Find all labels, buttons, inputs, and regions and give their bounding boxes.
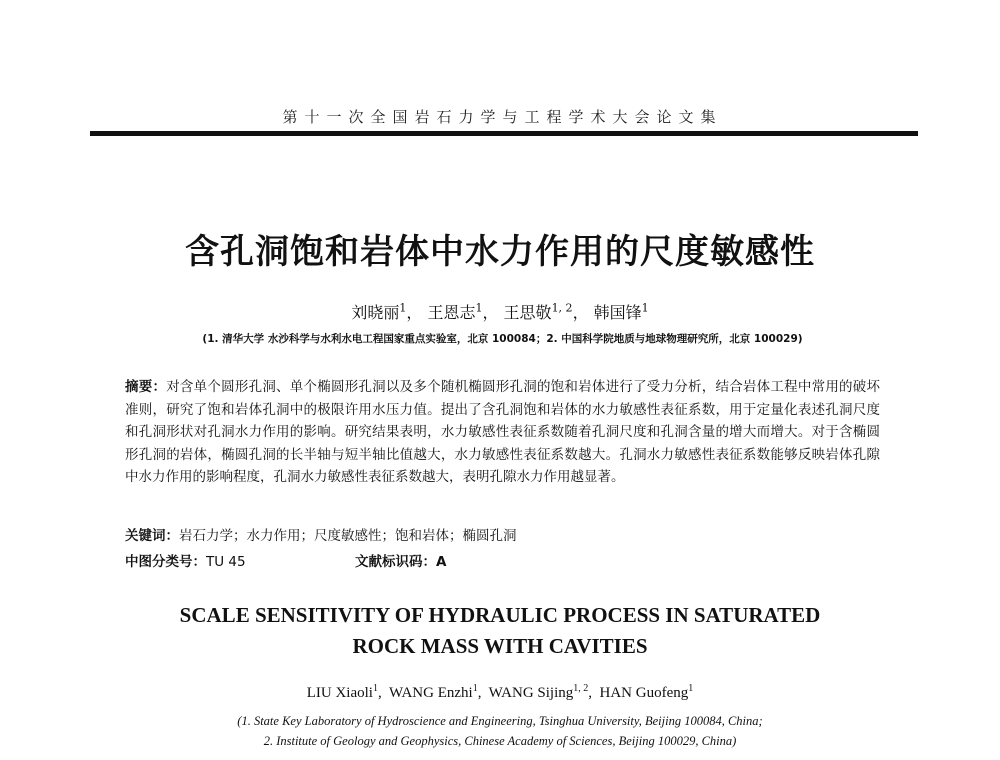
classification [125,550,880,570]
author-sup: 1, 2 [551,301,573,315]
running-head: 第十一次全国岩石力学与工程学术大会论文集 [282,108,723,126]
chinese-title: 含孔洞饱和岩体中水力作用的尺度敏感性 [185,232,815,272]
author-name: WANG Sijing [488,685,574,701]
author-sup: 1 [688,683,694,694]
english-affiliation-line: 2. Institute of Geology and Geophysics, Chinese Academy of Sciences, Beijing 100029, China) [263,734,737,748]
english-title-line: ROCK MASS WITH CAVITIES [352,634,648,658]
clc-label: 中图分类号： [125,554,206,570]
author-sup: 1 [475,301,483,315]
english-affiliation [0,711,1000,751]
author-name: LIU Xiaoli [306,685,373,701]
author-name: 韩国锋 [593,303,642,322]
keywords-label: 关键词： [125,528,179,544]
author-sup: 1 [641,301,649,315]
keywords [125,524,880,544]
author-name: 王思敬 [503,303,552,322]
english-authors: LIU Xiaoli$^1$, WANG Enzhi$^1$, WANG Sijing$^{1, 2}$, HAN Guofeng$^1$ [306,683,694,701]
abstract-label: 摘要： [125,379,167,395]
author-name: WANG Enzhi [388,685,473,701]
author-sup: 1 [472,683,478,694]
author-sup: 1 [399,301,407,315]
abstract [125,376,880,489]
english-title-line: SCALE SENSITIVITY OF HYDRAULIC PROCESS IN SATURATED [179,603,821,627]
english-affiliation-line: (1. State Key Laboratory of Hydroscience and Engineering, Tsinghua University, Beijing 100084, China; [237,714,763,728]
chinese-affiliation: (1. 清华大学 水沙科学与水利水电工程国家重点实验室，北京 100084；2. 中国科学院地质与地球物理研究所，北京 100029) [202,333,803,345]
document-code [355,550,446,570]
author-sup: 1 [372,683,378,694]
clc-value: TU 45 [206,554,246,570]
abstract-text: 对含单个圆形孔洞、单个椭圆形孔洞以及多个随机椭圆形孔洞的饱和岩体进行了受力分析，结合岩体工程中常用的破坏准则，研究了饱和岩体孔洞中的极限许用水压力值。提出了含孔洞饱和岩体的水力敏感性表征系数，用于定量化表述孔洞尺度和孔洞形状对孔洞水力作用的影响。研究结果表明，水力敏感性表征系数随着孔洞尺度和孔洞含量的增大而增大。对于含椭圆形孔洞的岩体，椭圆孔洞的长半轴与短半轴比值越大，水力敏感性表征系数越大。孔洞水力敏感性表征系数能够反映岩体孔隙中水力作用的影响程度，孔洞水力敏感性表征系数越大，表明孔隙水力作用越显著。 [125,379,881,486]
doc-code-label: 文献标识码： [355,554,436,570]
header-rule [90,131,918,136]
doc-code-value: A [436,554,447,570]
author-sup: 1, 2 [573,683,589,694]
author-name: HAN Guofeng [599,685,689,701]
keywords-text: 岩石力学；水力作用；尺度敏感性；饱和岩体；椭圆孔洞 [179,528,517,544]
english-title [0,600,1000,662]
author-name: 刘晓丽 [351,303,400,322]
chinese-authors: 刘晓丽$^1$， 王恩志$^1$， 王思敬$^{1, 2}$， 韩国锋$^1$ [351,301,649,322]
author-name: 王恩志 [427,303,476,322]
